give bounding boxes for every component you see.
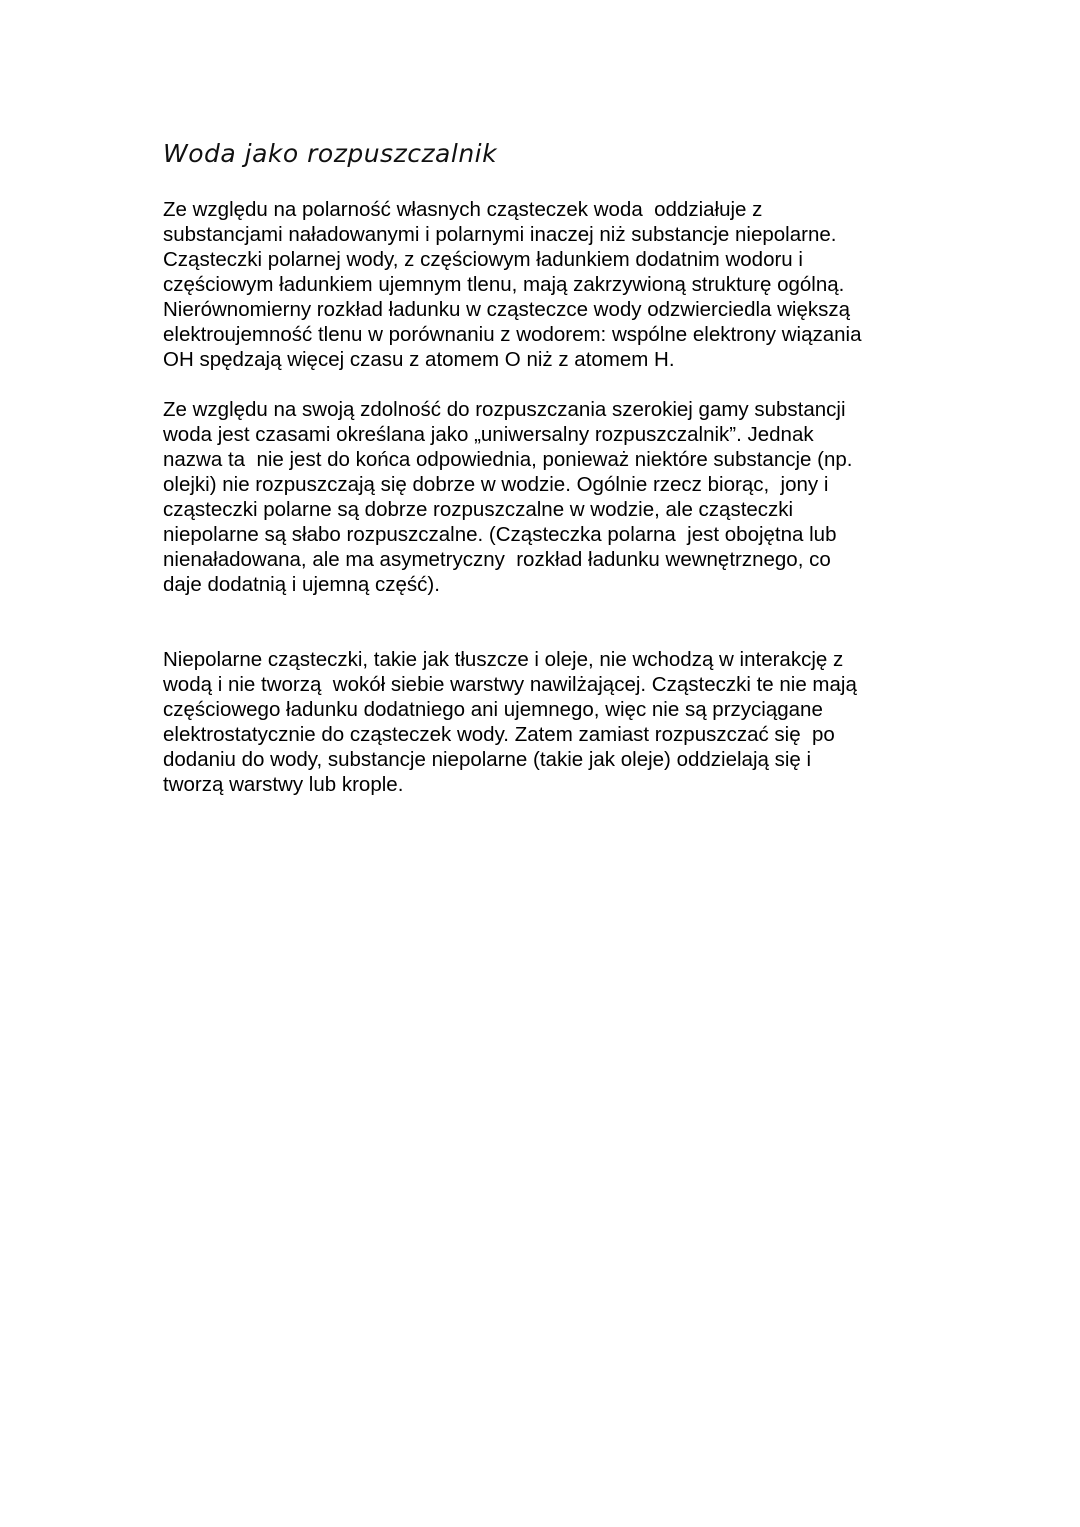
paragraph-line: Niepolarne cząsteczki, takie jak tłuszcze i oleje, nie wchodzą w interakcję z: [163, 648, 844, 671]
paragraph-line: Ze względu na swoją zdolność do rozpuszczania szerokiej gamy substancji: [163, 398, 846, 421]
paragraph-line: cząsteczki polarne są dobrze rozpuszczalne w wodzie, ale cząsteczki: [163, 498, 794, 521]
paragraph-line: OH spędzają więcej czasu z atomem O niż z atomem H.: [163, 348, 675, 371]
paragraph-line: substancjami naładowanymi i polarnymi inaczej niż substancje niepolarne.: [163, 223, 837, 246]
paragraph-line: elektrostatycznie do cząsteczek wody. Zatem zamiast rozpuszczać się po: [163, 723, 835, 746]
paragraph-line: Ze względu na polarność własnych cząsteczek woda oddziałuje z: [163, 198, 763, 221]
paragraph-nonpolar: [163, 647, 923, 797]
paragraph-line: niepolarne są słabo rozpuszczalne. (Cząsteczka polarna jest obojętna lub: [163, 523, 837, 546]
paragraph-polarity: [163, 197, 923, 372]
paragraph-line: olejki) nie rozpuszczają się dobrze w wodzie. Ogólnie rzecz biorąc, jony i: [163, 473, 829, 496]
paragraph-line: dodaniu do wody, substancje niepolarne (takie jak oleje) oddzielają się i: [163, 748, 812, 771]
paragraph-line: nazwa ta nie jest do końca odpowiednia, ponieważ niektóre substancje (np.: [163, 448, 853, 471]
paragraph-line: Nierównomierny rozkład ładunku w cząsteczce wody odzwierciedla większą: [163, 298, 851, 321]
paragraph-line: daje dodatnią i ujemną część).: [163, 573, 440, 596]
paragraph-line: woda jest czasami określana jako „uniwersalny rozpuszczalnik”. Jednak: [163, 423, 814, 446]
paragraph-line: Cząsteczki polarnej wody, z częściowym ładunkiem dodatnim wodoru i: [163, 248, 803, 271]
paragraph-line: częściowym ładunkiem ujemnym tlenu, mają zakrzywioną strukturę ogólną.: [163, 273, 845, 296]
paragraph-line: elektroujemność tlenu w porównaniu z wodorem: wspólne elektrony wiązania: [163, 323, 862, 346]
paragraph-line: nienaładowana, ale ma asymetryczny rozkład ładunku wewnętrznego, co: [163, 548, 831, 571]
paragraph-line: częściowego ładunku dodatniego ani ujemnego, więc nie są przyciągane: [163, 698, 823, 721]
paragraph-universal-solvent: [163, 397, 923, 597]
paragraph-line: wodą i nie tworzą wokół siebie warstwy nawilżającej. Cząsteczki te nie mają: [163, 673, 857, 696]
document-title: Woda jako rozpuszczalnik: [163, 139, 498, 168]
paragraph-line: tworzą warstwy lub krople.: [163, 773, 404, 796]
